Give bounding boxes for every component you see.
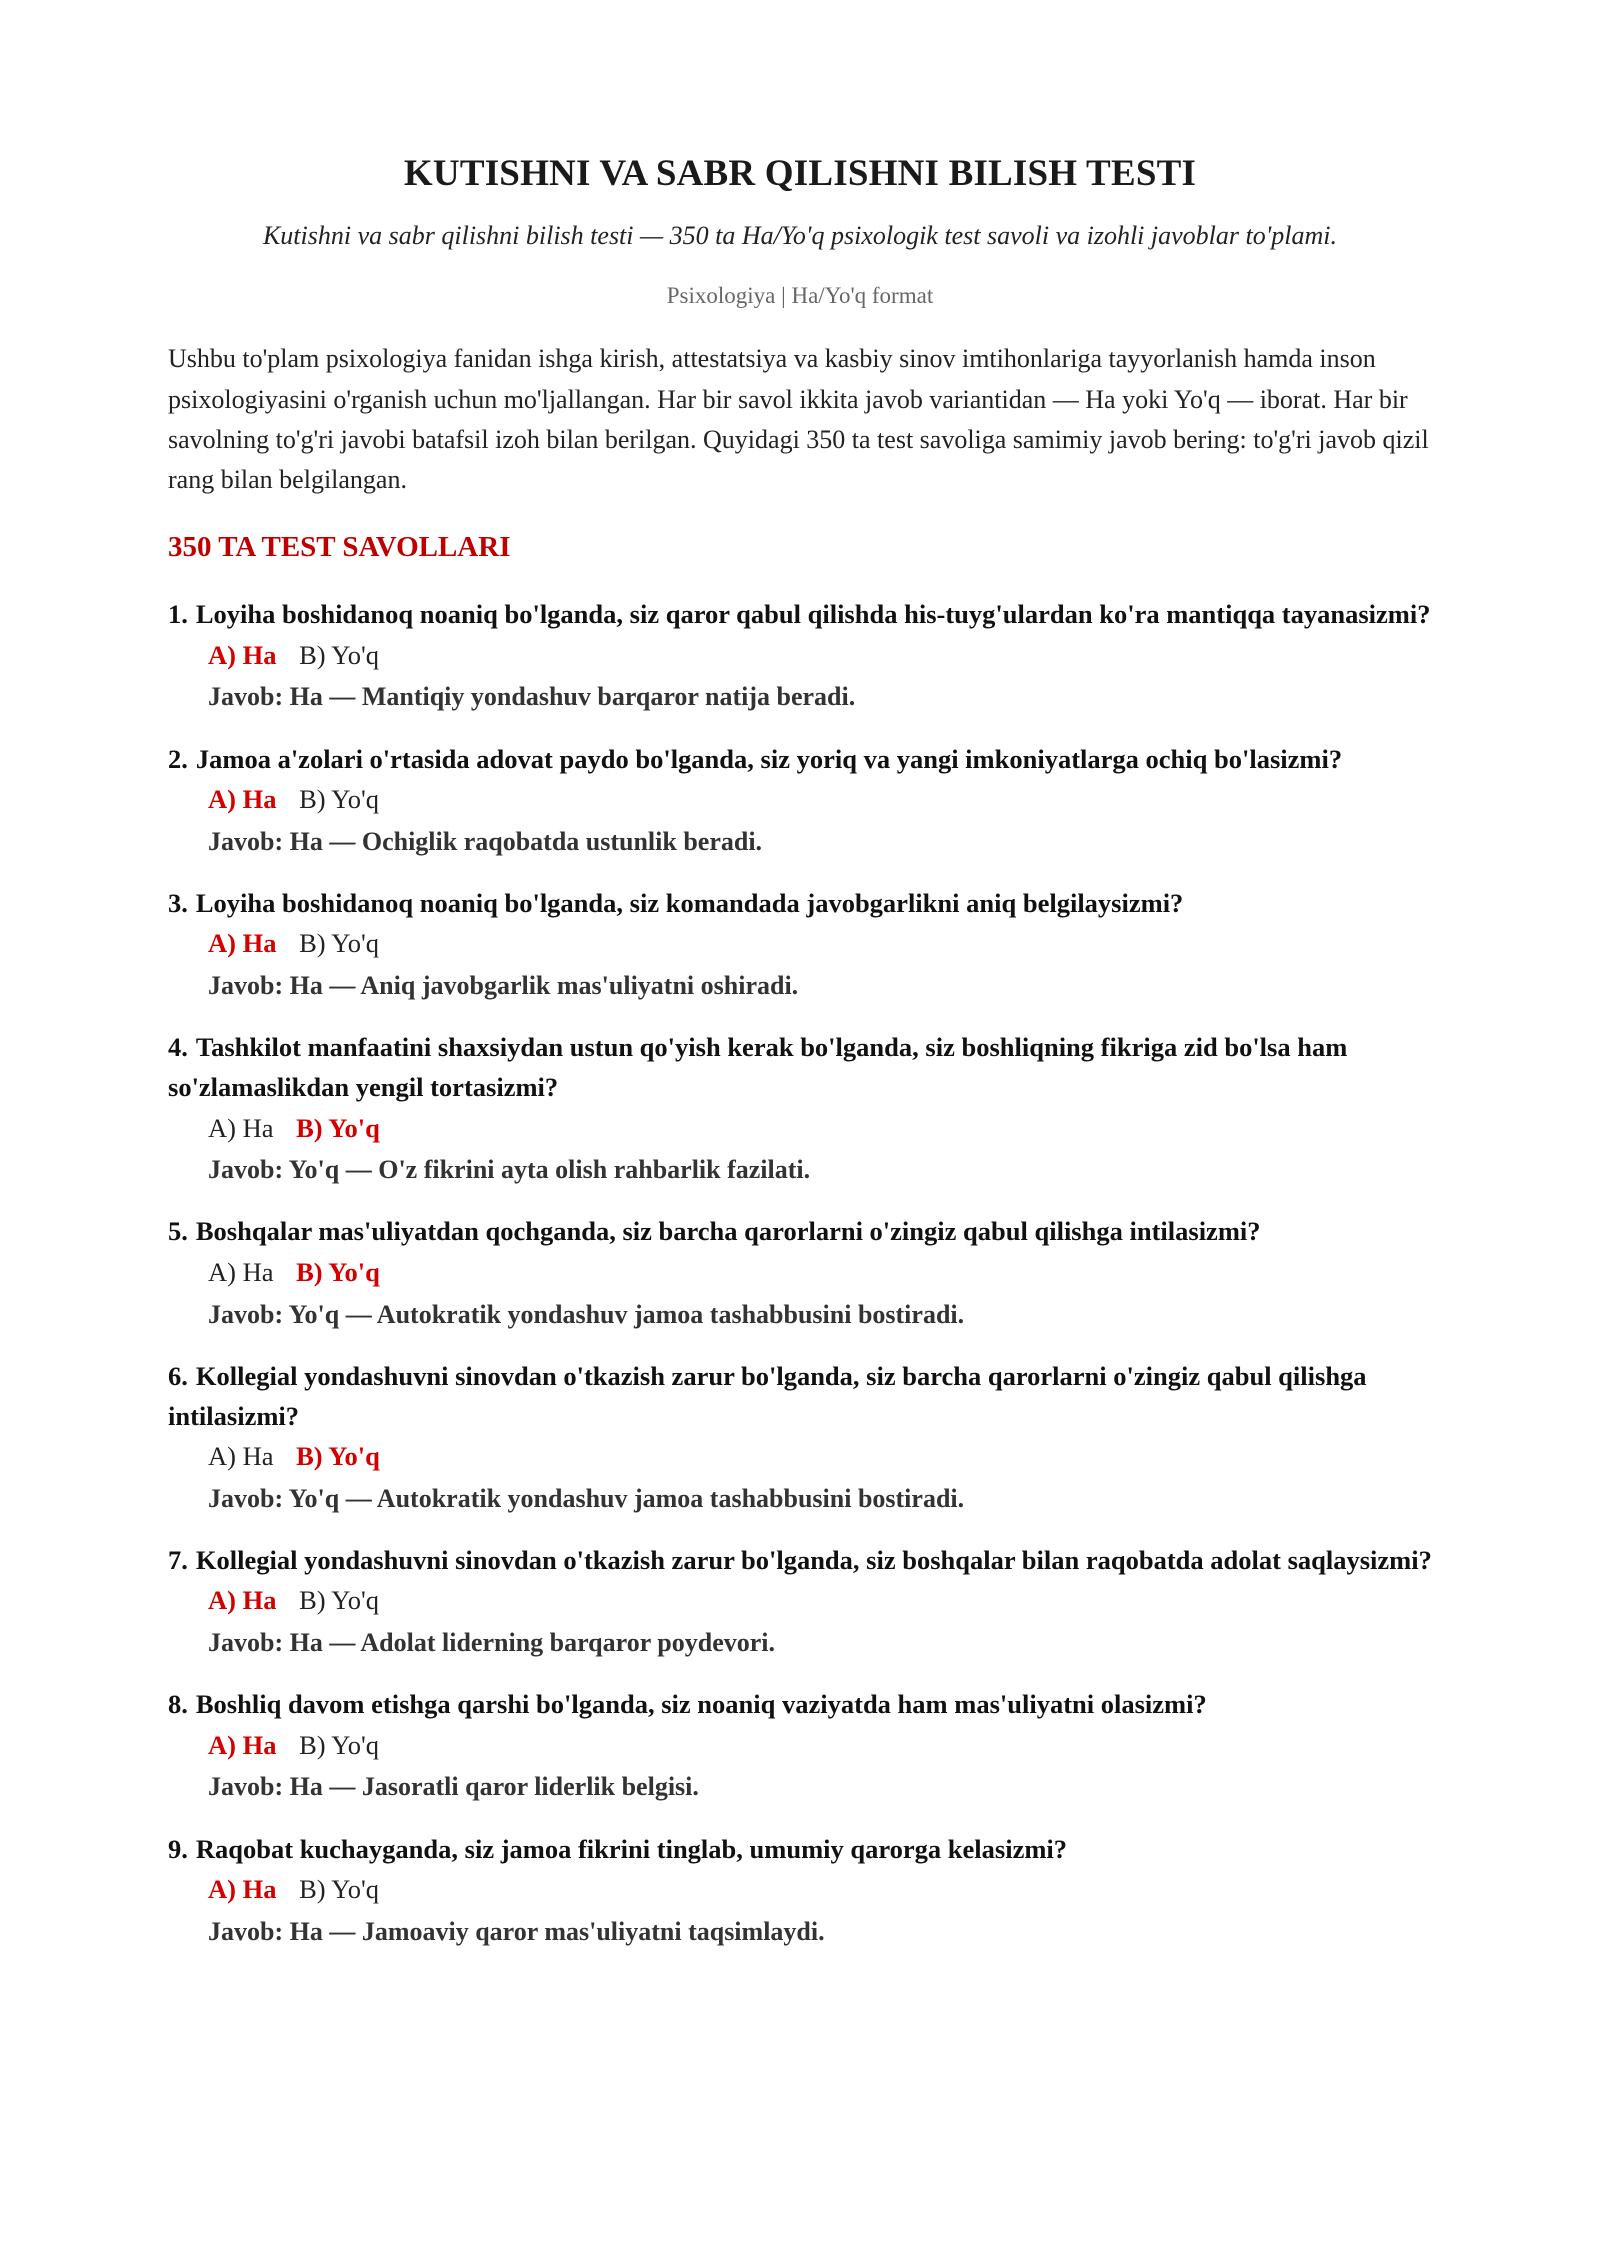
answer-explanation: Javob: Ha — Adolat liderning barqaror poydevori. [208,1628,776,1658]
question-text [168,1211,1432,1251]
option-a: A) Ha [208,1585,277,1616]
option-a: A) Ha [208,1873,277,1904]
question-number: 7. [168,1545,188,1576]
question-text [168,1356,1432,1437]
question-text [168,1829,1432,1869]
option-b: B) Yo'q [296,1112,380,1143]
question-body: Loyiha boshidanoq noaniq bo'lganda, siz qaror qabul qilishda his-tuyg'ulardan ko'ra mantiqqa tayanasizmi? [195,599,1431,630]
question-item [168,1027,1432,1190]
question-options [168,1252,1432,1294]
question-number: 9. [168,1833,188,1864]
option-a: A) Ha [208,928,277,959]
option-a: A) Ha [208,1729,277,1760]
question-options [168,1869,1432,1911]
question-body: Kollegial yondashuvni sinovdan o'tkazish zarur bo'lganda, siz barcha qarorlarni o'zingiz qabul qilishga intilasizmi? [168,1360,1367,1431]
question-item [168,883,1432,1006]
option-b: B) Yo'q [299,783,379,814]
answer-explanation: Javob: Ha — Mantiqiy yondashuv barqaror natija beradi. [208,682,856,712]
question-number: 1. [168,599,188,630]
question-options [168,635,1432,677]
option-a: A) Ha [208,1112,274,1143]
question-text [168,1027,1432,1108]
question-text [168,883,1432,923]
question-number: 2. [168,743,188,774]
question-options [168,1436,1432,1478]
question-text [168,1684,1432,1724]
section-heading: 350 TA TEST SAVOLLARI [168,530,511,563]
question-item [168,1540,1432,1663]
answer-explanation: Javob: Ha — Jamoaviy qaror mas'uliyatni taqsimlaydi. [208,1916,825,1946]
question-body: Jamoa a'zolari o'rtasida adovat paydo bo'lganda, siz yoriq va yangi imkoniyatlarga ochiq bo'lasizmi? [195,743,1343,774]
option-b: B) Yo'q [299,1873,379,1904]
option-a: A) Ha [208,639,277,670]
question-list [168,594,1432,1951]
question-number: 5. [168,1216,188,1247]
option-b: B) Yo'q [299,1729,379,1760]
question-text [168,1540,1432,1580]
question-item [168,1211,1432,1334]
question-item [168,1829,1432,1952]
document-subtitle: Kutishni va sabr qilishni bilish testi — 350 ta Ha/Yo'q psixologik test savoli va izohli javoblar to'plami. [262,221,1338,251]
question-body: Boshliq davom etishga qarshi bo'lganda, siz noaniq vaziyatda ham mas'uliyatni olasizmi? [195,1689,1207,1720]
answer-explanation: Javob: Ha — Aniq javobgarlik mas'uliyatni oshiradi. [208,970,799,1000]
question-body: Raqobat kuchayganda, siz jamoa fikrini tinglab, umumiy qarorga kelasizmi? [195,1833,1068,1864]
option-b: B) Yo'q [296,1441,380,1472]
document-title: KUTISHNI VA SABR QILISHNI BILISH TESTI [403,153,1197,194]
answer-explanation: Javob: Yo'q — Autokratik yondashuv jamoa tashabbusini bostiradi. [208,1299,965,1329]
question-body: Boshqalar mas'uliyatdan qochganda, siz barcha qarorlarni o'zingiz qabul qilishga intilasizmi? [195,1216,1261,1247]
option-a: A) Ha [208,1256,274,1287]
answer-explanation: Javob: Ha — Jasoratli qaror liderlik belgisi. [208,1772,699,1802]
option-a: A) Ha [208,783,277,814]
question-item [168,1684,1432,1807]
question-options [168,1108,1432,1150]
question-number: 8. [168,1689,188,1720]
document-meta: Psixologiya | Ha/Yo'q format [666,283,934,309]
question-body: Tashkilot manfaatini shaxsiydan ustun qo'yish kerak bo'lganda, siz boshliqning fikriga zid bo'lsa ham so'zlamaslikdan yengil tortasizmi? [168,1031,1348,1103]
question-item [168,739,1432,862]
question-options [168,1580,1432,1622]
question-number: 3. [168,887,188,918]
question-options [168,923,1432,965]
question-number: 6. [168,1360,188,1391]
question-item [168,1356,1432,1519]
option-a: A) Ha [208,1441,274,1472]
question-text [168,594,1432,634]
answer-explanation: Javob: Yo'q — Autokratik yondashuv jamoa tashabbusini bostiradi. [208,1484,965,1514]
question-options [168,1725,1432,1767]
question-text [168,739,1432,779]
intro-paragraph: Ushbu to'plam psixologiya fanidan ishga kirish, attestatsiya va kasbiy sinov imtihonlariga tayyorlanish hamda inson psixologiyasini o'rganish uchun mo'ljallangan. Har bir savol ikkita javob variantidan — Ha yoki Yo'q — iborat. Har bir savolning to'g'ri javobi batafsil izoh bilan berilgan. Quyidagi 350 ta test savoliga samimiy javob bering: to'g'ri javob qizil rang bilan belgilangan. [168,344,1429,495]
option-b: B) Yo'q [296,1256,380,1287]
option-b: B) Yo'q [299,639,379,670]
answer-explanation: Javob: Yo'q — O'z fikrini ayta olish rahbarlik fazilati. [208,1155,811,1185]
question-body: Kollegial yondashuvni sinovdan o'tkazish zarur bo'lganda, siz boshqalar bilan raqobatda adolat saqlaysizmi? [195,1545,1432,1576]
answer-explanation: Javob: Ha — Ochiglik raqobatda ustunlik beradi. [208,826,763,856]
question-item [168,594,1432,717]
option-b: B) Yo'q [299,1585,379,1616]
question-number: 4. [168,1031,188,1062]
option-b: B) Yo'q [299,928,379,959]
question-options [168,779,1432,821]
question-body: Loyiha boshidanoq noaniq bo'lganda, siz komandada javobgarlikni aniq belgilaysizmi? [195,887,1184,918]
